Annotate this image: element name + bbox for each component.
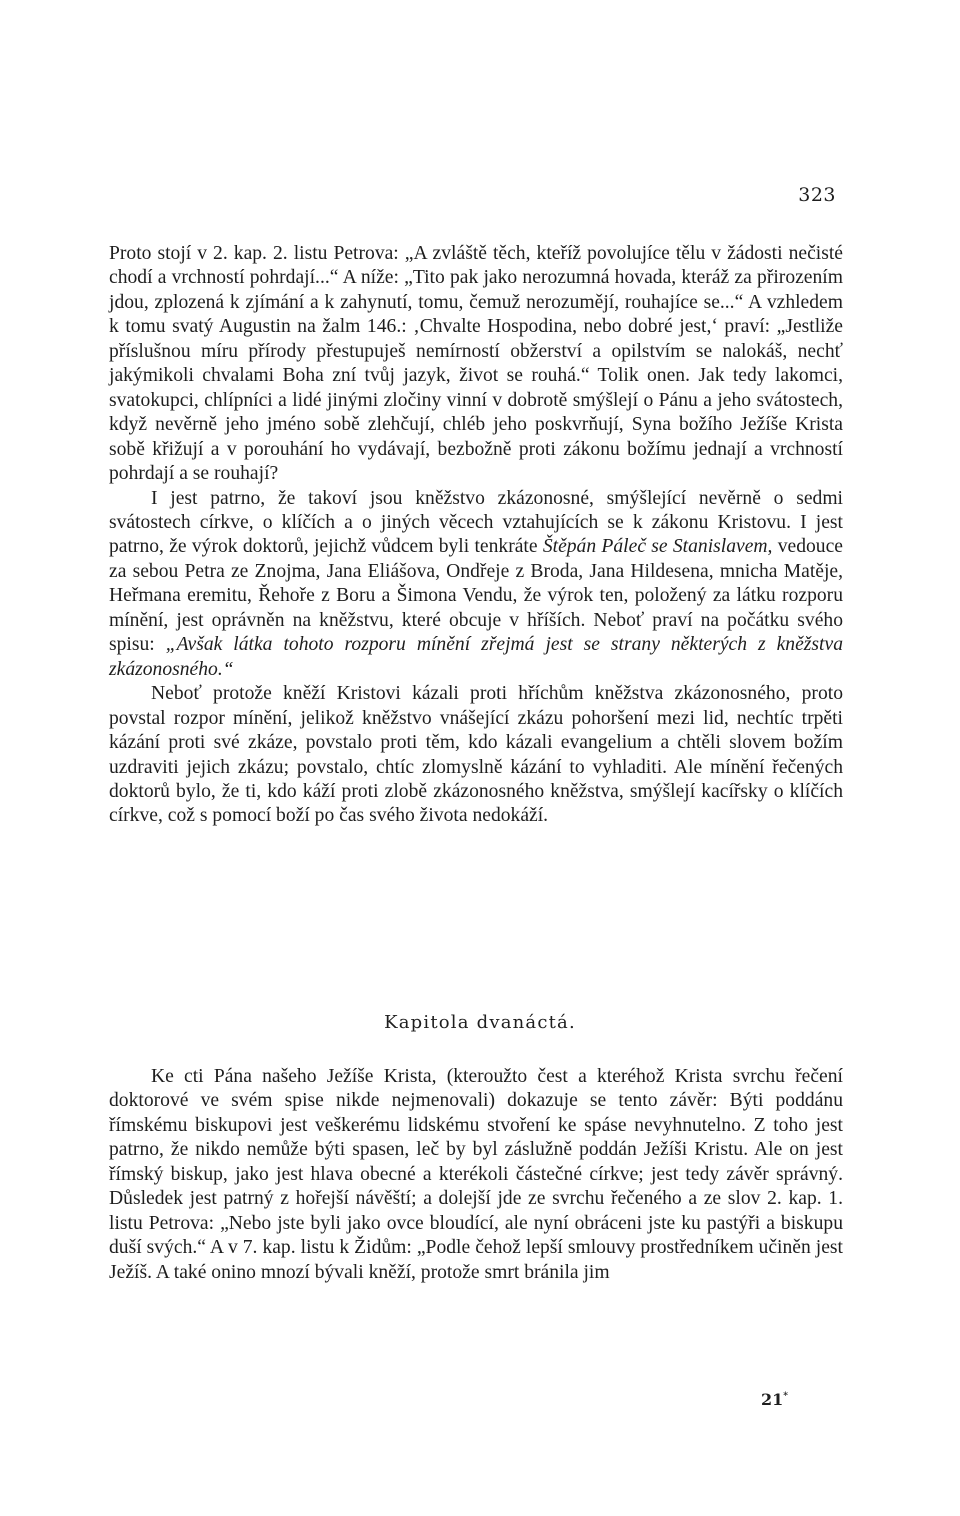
signature-mark-number: 21 — [761, 1390, 784, 1409]
signature-mark-asterisk: * — [783, 1391, 788, 1402]
paragraph-2 — [109, 487, 843, 683]
paragraph-3: Neboť protože kněží Kristovi kázali proti hříchům kněžstva zkázonosného, proto povstal rozpor mínění, jelikož kněžstvo vnášející zkázu pohoršení mezi lid, nechtíc trpěti kázání proti své zkáze, povstalo proti těm, kdo kázali evangelium a chtěli slovem božím uzdraviti jejich zkázu; povstalo, chtíc zlomyslně kázání to vyhladiti. Ale mínění řečených doktorů bylo, že ti, kdo káží proti zlobě zkázonosného kněžstva, smýšlejí kacířsky o klíčích církve, což s pomocí boží po čas svého života nedokáží. — [109, 683, 843, 827]
paragraph-2-text-middle: vedouce za sebou Petra ze Znojma, Jana Eliášova, Ondřeje z Broda, Jana Hildesena, mnicha Matěje, Heřmana eremitu, Řehoře z Boru a Šimona Vendu, že výrok ten, položený za látku rozporu mínění, jest oprávněn na kněžstvu, které obcuje v hříších. Neboť praví na počátku svého spisu: — [109, 536, 843, 656]
paragraph-4: Ke cti Pána našeho Ježíše Krista, (kteroužto čest a kteréhož Krista svrchu řečení doktorové ve svém spise nikde nejmenovali) dokazuje se tento závěr: Býti poddánu římskému biskupovi jest veškerému lidskému stvoření ke spáse nevyhnutelno. Z toho jest patrno, že nikdo nemůže býti spasen, leč by byl záslužně poddán Ježíši Kristu. Ale on jest římský biskup, jako jest hlava obecné a kterékoli částečné církve; jest tedy závěr správný. Důsledek jest patrný z hořejší návěští; a dolejší jde ze svrchu řečeného a ze slov 2. kap. 1. listu Petrova: „Nebo jste byli jako ovce bloudící, ale nyní obráceni jste ku pastýři a biskupu duší svých.“ A v 7. kap. listu k Židům: „Podle čehož lepší smlouvy prostředníkem učiněn jest Ježíš. A také onino mnozí bývali kněží, protože smrt bránila jim — [109, 1066, 843, 1283]
page-number: 323 — [798, 184, 836, 206]
paragraph-1: Proto stojí v 2. kap. 2. listu Petrova: „A zvláště těch, kteříž povolujíce tělu v žádosti nečisté chodí a vrchností pohrdají...“ A níže: „Tito pak jako nerozumná hovada, kteráž za přirozením jdou, zplozená k zjímání a k zahynutí, tomu, čemuž nerozumějí, rouhajíce se...“ A vzhledem k tomu svatý Augustin na žalm 146.: ‚Chvalte Hospodina, nebo dobré jest,‘ praví: „Jestliže příslušnou míru přírody přestupuješ nemírností obžerství a opilstvím se nalokáš, nechť jakýmikoli chvalami Boha zní tvůj jazyk, život se rouhá.“ Tolik onen. Jak tedy lakomci, svatokupci, chlípníci a lidé jinými zločiny vinní v dobrotě smýšlejí o Pánu a jeho svátostech, když nevěrně jeho jméno sobě zlehčují, chléb jeho poskvrňují, Syna božího Ježíše Krista sobě křižují a v porouhání ho vydávají, bezbožně proti zákonu božímu jednají a vrchností pohrdají a se rouhají? — [109, 243, 843, 485]
paragraph-2-emphasis-names: Štěpán Páleč se Stanislavem, — [542, 536, 773, 558]
chapter-heading: Kapitola dvanáctá. — [384, 1012, 576, 1033]
paragraph-2-italic-quote: „Avšak látka tohoto rozporu mínění zřejmá jest se strany některých z kněžstva zkázonosného.“ — [109, 634, 843, 680]
signature-mark — [761, 1390, 788, 1409]
chapter-text-block — [109, 1065, 843, 1285]
paragraph-2-text-start: I jest patrno, že takoví jsou kněžstvo zkázonosné, smýšlející nevěrně o sedmi svátostech církve, o klíčích a o jiných věcech vztahujících se k zákonu Kristovu. I jest patrno, že výrok doktorů, jejichž vůdcem byli tenkráte — [109, 487, 843, 558]
main-text-block — [109, 242, 843, 829]
